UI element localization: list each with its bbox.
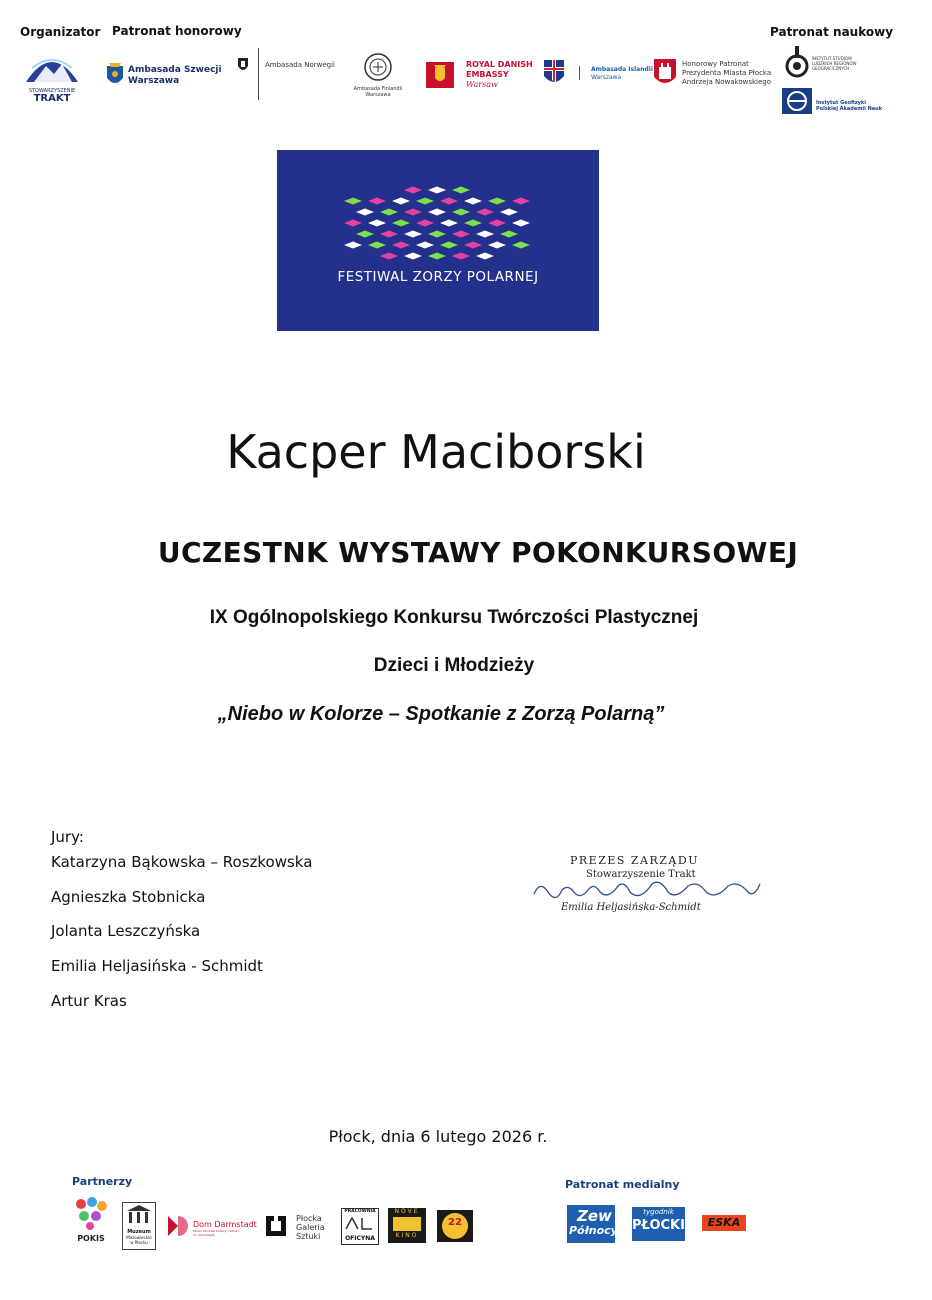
iceland-line2: Warszawa [591, 74, 622, 81]
scientific-patronage-label: Patronat naukowy [770, 25, 894, 39]
muzeum-line1: Muzeum [127, 1229, 151, 1235]
jury-member: Artur Kras [51, 992, 127, 1010]
aurora-diamond [488, 242, 506, 249]
aurora-diamond [344, 198, 362, 205]
igf-line2: Polskiej Akademii Nauk [816, 106, 883, 112]
recipient-name: Kacper Maciborski [226, 425, 646, 479]
aurora-diamond [428, 187, 446, 194]
norway-label: Ambasada Norwegii [265, 61, 335, 69]
aurora-diamond [404, 231, 422, 238]
zew-line2: Północy [569, 1224, 618, 1237]
oficyna-logo [341, 1208, 379, 1245]
aurora-diamond [368, 198, 386, 205]
jury-member: Agnieszka Stobnicka [51, 888, 206, 906]
aurora-diamond [452, 231, 470, 238]
aurora-diamond [380, 253, 398, 260]
aurora-diamond [428, 231, 446, 238]
aurora-diamond [368, 220, 386, 227]
nowekino-line1: NOVE [394, 1208, 420, 1215]
tygodnik-logo [632, 1207, 685, 1241]
denmark-line3: Warsaw [466, 80, 498, 89]
pokis-dots-icon [72, 1196, 110, 1230]
honorary-patronage-label: Patronat honorowy [112, 24, 242, 38]
danish-crest-icon [426, 62, 454, 88]
finland-seal-icon [362, 52, 394, 82]
aurora-diamond [476, 209, 494, 216]
darmstadt-icon [166, 1214, 190, 1238]
mayor-line2: Prezydenta Miasta Płocka [682, 69, 772, 77]
aurora-diamond [440, 242, 458, 249]
badge-22-logo [437, 1210, 473, 1242]
stamp-name: Emilia Heljasińska-Schmidt [561, 902, 701, 913]
darmstadt-line1: Dom Darmstadt [193, 1220, 257, 1229]
aurora-diamond [452, 187, 470, 194]
igf-line1: Instytut Geofizyki [816, 100, 866, 106]
certificate-heading: UCZESTNK WYSTAWY POKONKURSOWEJ [157, 536, 799, 569]
aurora-diamond [368, 242, 386, 249]
darmstadt-line2: Płocki Ośrodek Kultury i Sztuki [193, 1229, 239, 1233]
festival-banner [277, 150, 599, 331]
aurora-diamond [404, 209, 422, 216]
aurora-diamond [392, 198, 410, 205]
aurora-diamond [380, 231, 398, 238]
galeria-icon [265, 1215, 287, 1237]
president-stamp [520, 850, 766, 922]
organizer-label: Organizator [20, 25, 101, 39]
aurora-diamond [416, 242, 434, 249]
aurora-mountain-icon [24, 48, 80, 84]
eska-logo: ESKA [702, 1215, 746, 1231]
muzeum-line3: w Płocku [130, 1240, 148, 1245]
partners-label: Partnerzy [72, 1175, 133, 1188]
oficyna-line2: OFICYNA [345, 1235, 375, 1242]
aurora-diamond [464, 242, 482, 249]
nowekino-line2: KINO [395, 1232, 419, 1239]
pokis-logo [72, 1196, 110, 1248]
aurora-diamond [512, 198, 530, 205]
oficyna-graphic-icon [342, 1215, 378, 1231]
mayor-line3: Andrzeja Nowakowskiego [682, 78, 772, 86]
oficyna-line1: PRACOWNIA [344, 1209, 376, 1214]
darmstadt-line3: im. Darmstadt [193, 1233, 215, 1237]
aurora-diamond [452, 209, 470, 216]
aurora-diamond [512, 220, 530, 227]
aurora-diamond [428, 209, 446, 216]
aurora-diamond [440, 220, 458, 227]
jury-member: Jolanta Leszczyńska [51, 922, 201, 940]
jury-member: Katarzyna Bąkowska – Roszkowska [51, 853, 313, 871]
aurora-diamond [404, 187, 422, 194]
jury-label: Jury: [51, 828, 84, 846]
plock-crest-icon [652, 57, 678, 89]
galeria-line3: Sztuki [296, 1232, 321, 1241]
media-patronage-label: Patronat medialny [565, 1178, 680, 1191]
aurora-diamond [452, 253, 470, 260]
aurora-diamond [356, 209, 374, 216]
igf-logo-icon [782, 88, 812, 114]
sweden-crest-icon [106, 62, 124, 88]
aurora-diamond [440, 198, 458, 205]
place-date: Płock, dnia 6 lutego 2026 r. [328, 1127, 548, 1146]
museum-building-icon [123, 1203, 155, 1225]
ihs-line2: LUDZKICH REGIONÓW [812, 61, 857, 66]
contest-title: „Niebo w Kolorze – Spotkanie z Zorzą Polarną” [217, 703, 665, 725]
mayor-line1: Honorowy Patronat [682, 60, 749, 68]
tygodnik-line1: tygodnik [643, 1208, 674, 1216]
banner-title: FESTIWAL ZORZY POLARNEJ [337, 269, 539, 285]
aurora-diamond [476, 231, 494, 238]
aurora-diamond [464, 220, 482, 227]
zew-logo [567, 1205, 618, 1243]
badge-22-number: 22 [442, 1213, 468, 1239]
stamp-org: Stowarzyszenie Trakt [586, 869, 696, 880]
aurora-diamond [344, 242, 362, 249]
denmark-line2: EMBASSY [466, 70, 509, 79]
sweden-line1: Ambasada Szwecji [128, 65, 222, 75]
jury-member: Emilia Heljasińska - Schmidt [51, 957, 263, 975]
aurora-diamond [392, 242, 410, 249]
muzeum-logo [122, 1202, 156, 1250]
aurora-diamond [380, 209, 398, 216]
aurora-diamond [404, 253, 422, 260]
aurora-diamond [512, 242, 530, 249]
galeria-line2: Galeria [296, 1223, 325, 1232]
aurora-diamond [500, 209, 518, 216]
aurora-diamond [476, 253, 494, 260]
aurora-diamond [416, 220, 434, 227]
tygodnik-line2: PŁOCKI [632, 1218, 685, 1233]
denmark-line1: ROYAL DANISH [466, 60, 533, 69]
aurora-diamond [500, 231, 518, 238]
aurora-diamond [356, 231, 374, 238]
iceland-crest-icon [539, 56, 569, 88]
nowekino-logo [388, 1208, 426, 1243]
aurora-diamond [416, 198, 434, 205]
stamp-title: PREZES ZARZĄDU [570, 854, 699, 867]
contest-line1: IX Ogólnopolskiego Konkursu Twórczości Plastycznej [209, 607, 699, 628]
divider [258, 48, 259, 100]
aurora-diamond [488, 198, 506, 205]
sweden-line2: Warszawa [128, 76, 180, 86]
aurora-diamond [428, 253, 446, 260]
ihs-line3: GEOGRAFICZNYCH [812, 66, 850, 71]
aurora-diamond [488, 220, 506, 227]
aurora-diamond [464, 198, 482, 205]
finland-line2: Warszawa [365, 92, 391, 98]
nowekino-stripe [393, 1217, 421, 1231]
divider [579, 66, 580, 80]
galeria-line1: Płocka [296, 1214, 322, 1223]
aurora-diamond [392, 220, 410, 227]
iceland-line1: Ambasada Islandii [591, 66, 653, 73]
zew-line1: Zew [577, 1207, 612, 1225]
aurora-diamonds-graphic [277, 150, 599, 331]
contest-line2: Dzieci i Młodzieży [373, 655, 535, 676]
ihs-logo-icon [784, 44, 810, 80]
aurora-diamond [344, 220, 362, 227]
trakt-line2: TRAKT [33, 93, 71, 104]
muzeum-line2: Mazowieckie [126, 1235, 152, 1240]
pokis-label: POKIS [77, 1234, 105, 1243]
finland-line1: Ambasada Finlandii [353, 86, 403, 92]
trakt-line1: STOWARZYSZENIE [28, 88, 76, 94]
ihs-line1: INSTYTUT STUDIÓW [812, 56, 852, 61]
norway-lion-icon [236, 56, 250, 74]
trakt-logo [24, 48, 80, 104]
